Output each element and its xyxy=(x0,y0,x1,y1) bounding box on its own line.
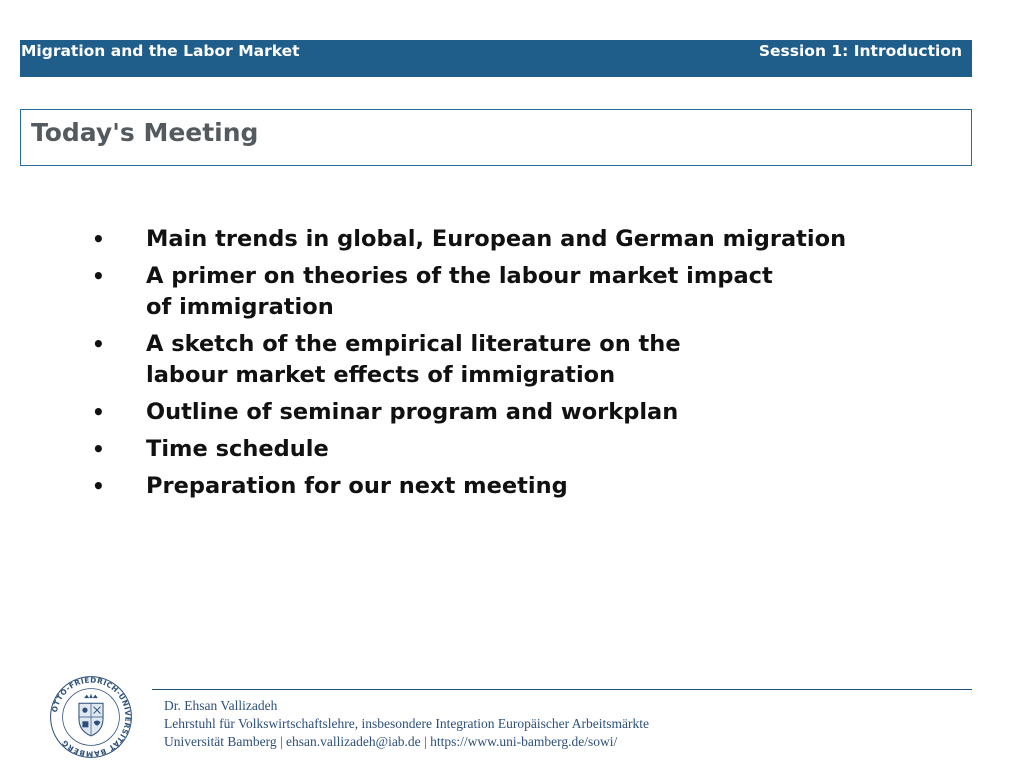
agenda-list xyxy=(92,224,972,508)
footer xyxy=(164,697,649,751)
agenda-item xyxy=(92,224,972,255)
course-title: Migration and the Labor Market xyxy=(21,42,300,60)
bullet-icon: • xyxy=(92,332,105,356)
footer-divider xyxy=(152,689,972,690)
slide-title: Today's Meeting xyxy=(31,118,259,147)
bullet-icon: • xyxy=(92,437,105,461)
agenda-item xyxy=(92,397,972,428)
agenda-item-text: Time schedule xyxy=(146,436,329,462)
agenda-item-text: Preparation for our next meeting xyxy=(146,473,568,499)
university-seal-icon xyxy=(48,674,134,760)
bullet-icon: • xyxy=(92,474,105,498)
agenda-item xyxy=(92,434,972,465)
agenda-item-text: Outline of seminar program and workplan xyxy=(146,399,679,425)
author-name: Dr. Ehsan Vallizadeh xyxy=(164,698,278,713)
title-box xyxy=(20,109,972,166)
contact-line: Universität Bamberg | ehsan.vallizadeh@iab.de | https://www.uni-bamberg.de/sowi/ xyxy=(164,734,618,749)
header-bar xyxy=(20,40,972,77)
bullet-icon: • xyxy=(92,264,105,288)
agenda-item-text: Main trends in global, European and German migration xyxy=(146,226,847,252)
seal-text: OTTO-FRIEDRICH-UNIVERSITÄT BAMBERG xyxy=(49,675,133,759)
agenda-item xyxy=(92,329,972,391)
agenda-item-text: A sketch of the empirical literature on the xyxy=(146,331,681,357)
session-label: Session 1: Introduction xyxy=(758,42,962,60)
bullet-icon: • xyxy=(92,227,105,251)
agenda-item-text: A primer on theories of the labour market impact xyxy=(146,263,773,289)
agenda-item xyxy=(92,471,972,502)
bullet-icon: • xyxy=(92,400,105,424)
chair-name: Lehrstuhl für Volkswirtschaftslehre, insbesondere Integration Europäischer Arbeitsmärkte xyxy=(164,716,649,731)
agenda-item xyxy=(92,261,972,323)
agenda-item-text-continued: labour market effects of immigration xyxy=(146,362,616,388)
agenda-item-text-continued: of immigration xyxy=(146,294,334,320)
